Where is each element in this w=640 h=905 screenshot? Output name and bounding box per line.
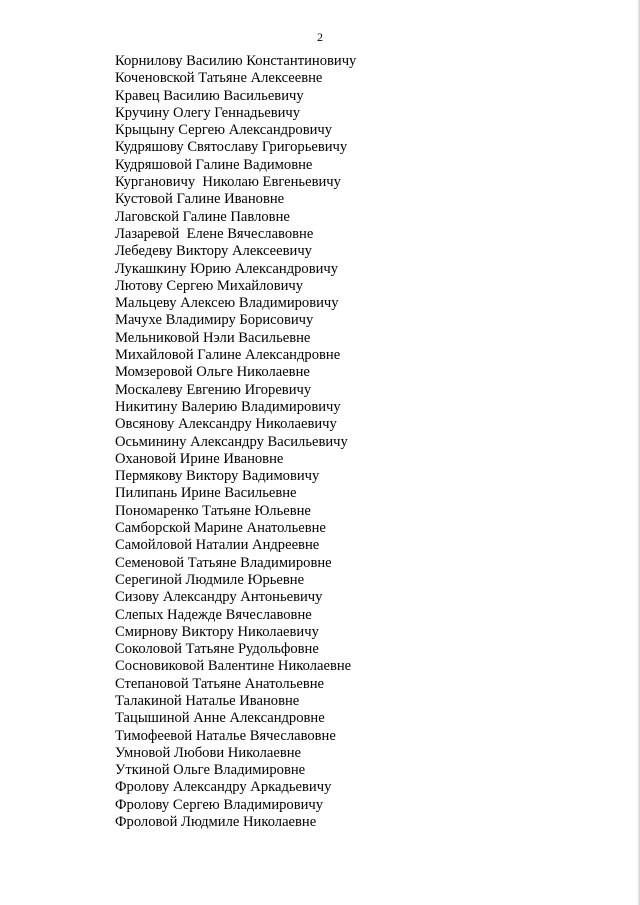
- list-item: Соколовой Татьяне Рудольфовне: [115, 641, 319, 658]
- list-item: Мальцеву Алексею Владимировичу: [115, 295, 339, 312]
- list-item: Серегиной Людмиле Юрьевне: [115, 571, 305, 588]
- names-list: [115, 53, 356, 831]
- list-item: Тимофеевой Наталье Вячеславовне: [115, 727, 336, 744]
- list-item: Пермякову Виктору Вадимовичу: [115, 468, 320, 485]
- list-item: Фролову Александру Аркадьевичу: [115, 779, 332, 796]
- list-item: Сизову Александру Антоньевичу: [115, 589, 323, 606]
- list-item: Талакиной Наталье Ивановне: [115, 692, 300, 709]
- list-item: Охановой Ирине Ивановне: [115, 450, 284, 467]
- list-item: Самойловой Наталии Андреевне: [115, 537, 320, 554]
- list-item: Михайловой Галине Александровне: [115, 347, 341, 364]
- list-item: Сосновиковой Валентине Николаевне: [115, 658, 352, 675]
- list-item: Лютову Сергею Михайловичу: [115, 277, 304, 294]
- list-item: Умновой Любови Николаевне: [115, 744, 302, 761]
- list-item: Лаговской Галине Павловне: [115, 208, 290, 225]
- list-item: Фролову Сергею Владимировичу: [115, 796, 324, 813]
- list-item: Кравец Василию Васильевичу: [115, 87, 304, 104]
- list-item: Осьминину Александру Васильевичу: [115, 433, 348, 450]
- list-item: Кургановичу Николаю Евгеньевичу: [115, 174, 341, 191]
- list-item: Корнилову Василию Константиновичу: [115, 53, 357, 69]
- list-item: Лазаревой Елене Вячеславовне: [115, 225, 314, 242]
- list-item: Кустовой Галине Ивановне: [115, 191, 285, 208]
- list-item: Самборской Марине Анатольевне: [115, 520, 326, 537]
- page-number: 2: [317, 30, 323, 44]
- list-item: Слепых Надежде Вячеславовне: [115, 606, 312, 623]
- list-item: Лукашкину Юрию Александровичу: [115, 260, 339, 277]
- list-item: Уткиной Ольге Владимировне: [115, 762, 306, 779]
- list-item: Кудряшову Святославу Григорьевичу: [115, 139, 348, 156]
- list-item: Момзеровой Ольге Николаевне: [115, 364, 310, 381]
- list-item: Овсянову Александру Николаевичу: [115, 416, 337, 433]
- list-item: Кудряшовой Галине Вадимовне: [115, 156, 313, 173]
- list-item: Мельниковой Нэли Васильевне: [115, 329, 311, 346]
- list-item: Москалеву Евгению Игоревичу: [115, 381, 312, 398]
- list-item: Степановой Татьяне Анатольевне: [115, 675, 325, 692]
- list-item: Тацышиной Анне Александровне: [115, 710, 325, 727]
- list-item: Пономаренко Татьяне Юльевне: [115, 502, 311, 519]
- list-item: Смирнову Виктору Николаевичу: [115, 623, 319, 640]
- list-item: Кручину Олегу Геннадьевичу: [115, 104, 301, 121]
- list-item: Мачухе Владимиру Борисовичу: [115, 312, 314, 329]
- list-item: Коченовской Татьяне Алексеевне: [115, 70, 323, 87]
- list-item: Семеновой Татьяне Владимировне: [115, 554, 332, 571]
- list-item: Крыцыну Сергею Александровичу: [115, 122, 333, 139]
- list-item: Никитину Валерию Владимировичу: [115, 398, 341, 415]
- list-item: Пилипань Ирине Васильевне: [115, 485, 297, 502]
- list-item: Фроловой Людмиле Николаевне: [115, 814, 317, 831]
- list-item: Лебедеву Виктору Алексеевичу: [115, 243, 312, 260]
